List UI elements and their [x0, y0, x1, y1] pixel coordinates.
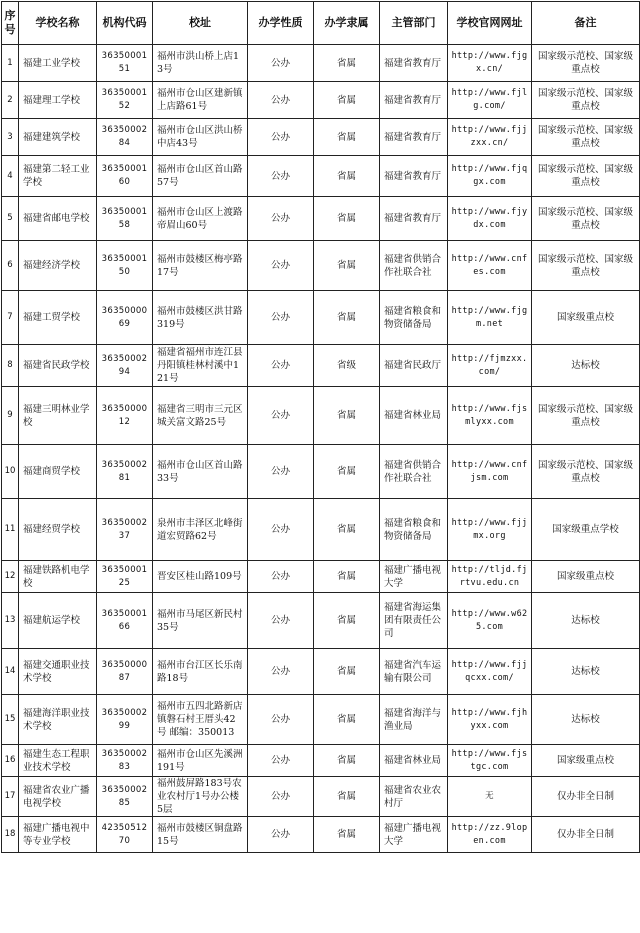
seq-cell: 4 [2, 156, 19, 197]
notes-cell: 达标校 [532, 649, 640, 695]
nature-cell: 公办 [248, 649, 314, 695]
seq-cell: 13 [2, 593, 19, 649]
nature-cell: 公办 [248, 197, 314, 241]
seq-cell: 14 [2, 649, 19, 695]
org-code-cell: 3635000283 [97, 745, 153, 777]
nature-cell: 公办 [248, 291, 314, 345]
nature-cell: 公办 [248, 445, 314, 499]
affiliation-cell: 省属 [314, 445, 380, 499]
nature-cell: 公办 [248, 82, 314, 119]
notes-cell: 仅办非全日制 [532, 817, 640, 853]
school-name-cell: 福建省民政学校 [19, 345, 97, 387]
department-cell: 福建广播电视大学 [380, 817, 448, 853]
seq-cell: 3 [2, 119, 19, 156]
address-cell: 福州市仓山区建新镇上店路61号 [153, 82, 248, 119]
table-row [2, 197, 640, 241]
affiliation-cell: 省属 [314, 499, 380, 561]
website-cell: http://tljd.fjrtvu.edu.cn [448, 561, 532, 593]
affiliation-cell: 省属 [314, 387, 380, 445]
notes-cell: 国家级示范校、国家级重点校 [532, 119, 640, 156]
table-row [2, 291, 640, 345]
department-cell: 福建省教育厅 [380, 119, 448, 156]
affiliation-cell: 省属 [314, 593, 380, 649]
website-cell: http://www.cnfjsm.com [448, 445, 532, 499]
department-cell: 福建省供销合作社联合社 [380, 241, 448, 291]
table-row [2, 561, 640, 593]
address-cell: 福州市五四北路新店镇磐石村王厝头42号 邮编：350013 [153, 695, 248, 745]
nature-cell: 公办 [248, 345, 314, 387]
table-row [2, 745, 640, 777]
table-row [2, 445, 640, 499]
affiliation-cell: 省属 [314, 777, 380, 817]
affiliation-cell: 省级 [314, 345, 380, 387]
header-affiliation: 办学隶属 [314, 2, 380, 45]
affiliation-cell: 省属 [314, 45, 380, 82]
seq-cell: 9 [2, 387, 19, 445]
table-row [2, 82, 640, 119]
table-row [2, 499, 640, 561]
department-cell: 福建省海洋与渔业局 [380, 695, 448, 745]
org-code-cell: 3635000151 [97, 45, 153, 82]
department-cell: 福建省农业农村厅 [380, 777, 448, 817]
address-cell: 福州市鼓楼区梅亭路17号 [153, 241, 248, 291]
header-notes: 备注 [532, 2, 640, 45]
website-cell: http://www.fjstgc.com [448, 745, 532, 777]
affiliation-cell: 省属 [314, 561, 380, 593]
school-name-cell: 福建生态工程职业技术学校 [19, 745, 97, 777]
notes-cell: 国家级重点校 [532, 561, 640, 593]
header-row [2, 2, 640, 45]
notes-cell: 达标校 [532, 345, 640, 387]
school-table [1, 1, 640, 853]
header-org-code: 机构代码 [97, 2, 153, 45]
website-cell: http://www.fjjmx.org [448, 499, 532, 561]
seq-cell: 7 [2, 291, 19, 345]
school-name-cell: 福建工贸学校 [19, 291, 97, 345]
school-name-cell: 福建铁路机电学校 [19, 561, 97, 593]
header-website: 学校官网网址 [448, 2, 532, 45]
nature-cell: 公办 [248, 593, 314, 649]
website-cell: http://www.fjhyxx.com [448, 695, 532, 745]
table-row [2, 119, 640, 156]
notes-cell: 国家级重点学校 [532, 499, 640, 561]
website-cell: http://www.w625.com [448, 593, 532, 649]
org-code-cell: 3635000281 [97, 445, 153, 499]
website-cell: http://www.fjgm.net [448, 291, 532, 345]
address-cell: 晋安区桂山路109号 [153, 561, 248, 593]
school-name-cell: 福建商贸学校 [19, 445, 97, 499]
affiliation-cell: 省属 [314, 817, 380, 853]
seq-cell: 12 [2, 561, 19, 593]
seq-cell: 18 [2, 817, 19, 853]
org-code-cell: 3635000158 [97, 197, 153, 241]
affiliation-cell: 省属 [314, 649, 380, 695]
notes-cell: 国家级示范校、国家级重点校 [532, 45, 640, 82]
org-code-cell: 3635000160 [97, 156, 153, 197]
nature-cell: 公办 [248, 745, 314, 777]
seq-cell: 5 [2, 197, 19, 241]
org-code-cell: 3635000237 [97, 499, 153, 561]
school-name-cell: 福建海洋职业技术学校 [19, 695, 97, 745]
header-nature: 办学性质 [248, 2, 314, 45]
org-code-cell: 3635000087 [97, 649, 153, 695]
affiliation-cell: 省属 [314, 197, 380, 241]
affiliation-cell: 省属 [314, 291, 380, 345]
nature-cell: 公办 [248, 241, 314, 291]
notes-cell: 国家级示范校、国家级重点校 [532, 197, 640, 241]
website-cell: http://www.fjydx.com [448, 197, 532, 241]
seq-cell: 6 [2, 241, 19, 291]
website-cell: http://fjmzxx.com/ [448, 345, 532, 387]
school-name-cell: 福建广播电视中等专业学校 [19, 817, 97, 853]
affiliation-cell: 省属 [314, 695, 380, 745]
department-cell: 福建省林业局 [380, 387, 448, 445]
seq-cell: 1 [2, 45, 19, 82]
address-cell: 福州市仓山区首山路57号 [153, 156, 248, 197]
notes-cell: 达标校 [532, 593, 640, 649]
org-code-cell: 3635000125 [97, 561, 153, 593]
notes-cell: 国家级重点校 [532, 291, 640, 345]
header-school-name: 学校名称 [19, 2, 97, 45]
department-cell: 福建省粮食和物资储备局 [380, 499, 448, 561]
seq-cell: 2 [2, 82, 19, 119]
address-cell: 福州市仓山区上渡路帝眉山60号 [153, 197, 248, 241]
seq-cell: 15 [2, 695, 19, 745]
org-code-cell: 3635000285 [97, 777, 153, 817]
address-cell: 泉州市丰泽区北峰街道宏贸路62号 [153, 499, 248, 561]
org-code-cell: 3635000012 [97, 387, 153, 445]
school-name-cell: 福建三明林业学校 [19, 387, 97, 445]
nature-cell: 公办 [248, 777, 314, 817]
seq-cell: 11 [2, 499, 19, 561]
affiliation-cell: 省属 [314, 241, 380, 291]
affiliation-cell: 省属 [314, 156, 380, 197]
department-cell: 福建省林业局 [380, 745, 448, 777]
school-name-cell: 福建工业学校 [19, 45, 97, 82]
header-department: 主管部门 [380, 2, 448, 45]
website-cell: http://www.fjlg.com/ [448, 82, 532, 119]
department-cell: 福建省教育厅 [380, 197, 448, 241]
notes-cell: 国家级示范校、国家级重点校 [532, 82, 640, 119]
school-name-cell: 福建省邮电学校 [19, 197, 97, 241]
website-cell: http://www.fjjqcxx.com/ [448, 649, 532, 695]
address-cell: 福州市仓山区先溪洲191号 [153, 745, 248, 777]
address-cell: 福州市仓山区洪山桥中店43号 [153, 119, 248, 156]
website-cell: http://www.fjgx.cn/ [448, 45, 532, 82]
nature-cell: 公办 [248, 695, 314, 745]
table-row [2, 593, 640, 649]
header-address: 校址 [153, 2, 248, 45]
notes-cell: 国家级重点校 [532, 745, 640, 777]
department-cell: 福建省供销合作社联合社 [380, 445, 448, 499]
org-code-cell: 3635000166 [97, 593, 153, 649]
department-cell: 福建省汽车运输有限公司 [380, 649, 448, 695]
school-name-cell: 福建建筑学校 [19, 119, 97, 156]
table-row [2, 345, 640, 387]
school-name-cell: 福建航运学校 [19, 593, 97, 649]
nature-cell: 公办 [248, 499, 314, 561]
nature-cell: 公办 [248, 156, 314, 197]
website-cell: 无 [448, 777, 532, 817]
seq-cell: 16 [2, 745, 19, 777]
seq-cell: 8 [2, 345, 19, 387]
table-row [2, 777, 640, 817]
table-row [2, 241, 640, 291]
table-row [2, 695, 640, 745]
nature-cell: 公办 [248, 817, 314, 853]
address-cell: 福建省三明市三元区城关富文路25号 [153, 387, 248, 445]
notes-cell: 国家级示范校、国家级重点校 [532, 445, 640, 499]
org-code-cell: 3635000299 [97, 695, 153, 745]
table-row [2, 156, 640, 197]
affiliation-cell: 省属 [314, 745, 380, 777]
nature-cell: 公办 [248, 561, 314, 593]
website-cell: http://www.cnfes.com [448, 241, 532, 291]
department-cell: 福建省教育厅 [380, 45, 448, 82]
notes-cell: 仅办非全日制 [532, 777, 640, 817]
notes-cell: 达标校 [532, 695, 640, 745]
website-cell: http://www.fjqgx.com [448, 156, 532, 197]
org-code-cell: 3635000069 [97, 291, 153, 345]
address-cell: 福州鼓屏路183号农业农村厅1号办公楼5层 [153, 777, 248, 817]
table-row [2, 649, 640, 695]
org-code-cell: 3635000150 [97, 241, 153, 291]
seq-cell: 17 [2, 777, 19, 817]
address-cell: 福州市洪山桥上店13号 [153, 45, 248, 82]
school-name-cell: 福建经济学校 [19, 241, 97, 291]
nature-cell: 公办 [248, 119, 314, 156]
table-row [2, 817, 640, 853]
org-code-cell: 3635000294 [97, 345, 153, 387]
nature-cell: 公办 [248, 45, 314, 82]
affiliation-cell: 省属 [314, 82, 380, 119]
address-cell: 福州市马尾区新民村35号 [153, 593, 248, 649]
org-code-cell: 4235051270 [97, 817, 153, 853]
address-cell: 福州市台江区长乐南路18号 [153, 649, 248, 695]
header-seq: 序号 [2, 2, 19, 45]
school-name-cell: 福建经贸学校 [19, 499, 97, 561]
website-cell: http://www.fjsmlyxx.com [448, 387, 532, 445]
school-name-cell: 福建第二轻工业学校 [19, 156, 97, 197]
school-name-cell: 福建省农业广播电视学校 [19, 777, 97, 817]
website-cell: http://zz.9lopen.com [448, 817, 532, 853]
address-cell: 福建省福州市连江县丹阳镇桂林村溪中121号 [153, 345, 248, 387]
school-name-cell: 福建交通职业技术学校 [19, 649, 97, 695]
notes-cell: 国家级示范校、国家级重点校 [532, 241, 640, 291]
table-row [2, 387, 640, 445]
department-cell: 福建省民政厅 [380, 345, 448, 387]
department-cell: 福建省教育厅 [380, 82, 448, 119]
seq-cell: 10 [2, 445, 19, 499]
school-name-cell: 福建理工学校 [19, 82, 97, 119]
affiliation-cell: 省属 [314, 119, 380, 156]
department-cell: 福建省教育厅 [380, 156, 448, 197]
table-row [2, 45, 640, 82]
address-cell: 福州市鼓楼区洪甘路319号 [153, 291, 248, 345]
notes-cell: 国家级示范校、国家级重点校 [532, 387, 640, 445]
address-cell: 福州市仓山区首山路33号 [153, 445, 248, 499]
department-cell: 福建省海运集团有限责任公司 [380, 593, 448, 649]
nature-cell: 公办 [248, 387, 314, 445]
department-cell: 福建省粮食和物资储备局 [380, 291, 448, 345]
website-cell: http://www.fjjzxx.cn/ [448, 119, 532, 156]
address-cell: 福州市鼓楼区铜盘路15号 [153, 817, 248, 853]
org-code-cell: 3635000152 [97, 82, 153, 119]
org-code-cell: 3635000284 [97, 119, 153, 156]
notes-cell: 国家级示范校、国家级重点校 [532, 156, 640, 197]
department-cell: 福建广播电视大学 [380, 561, 448, 593]
